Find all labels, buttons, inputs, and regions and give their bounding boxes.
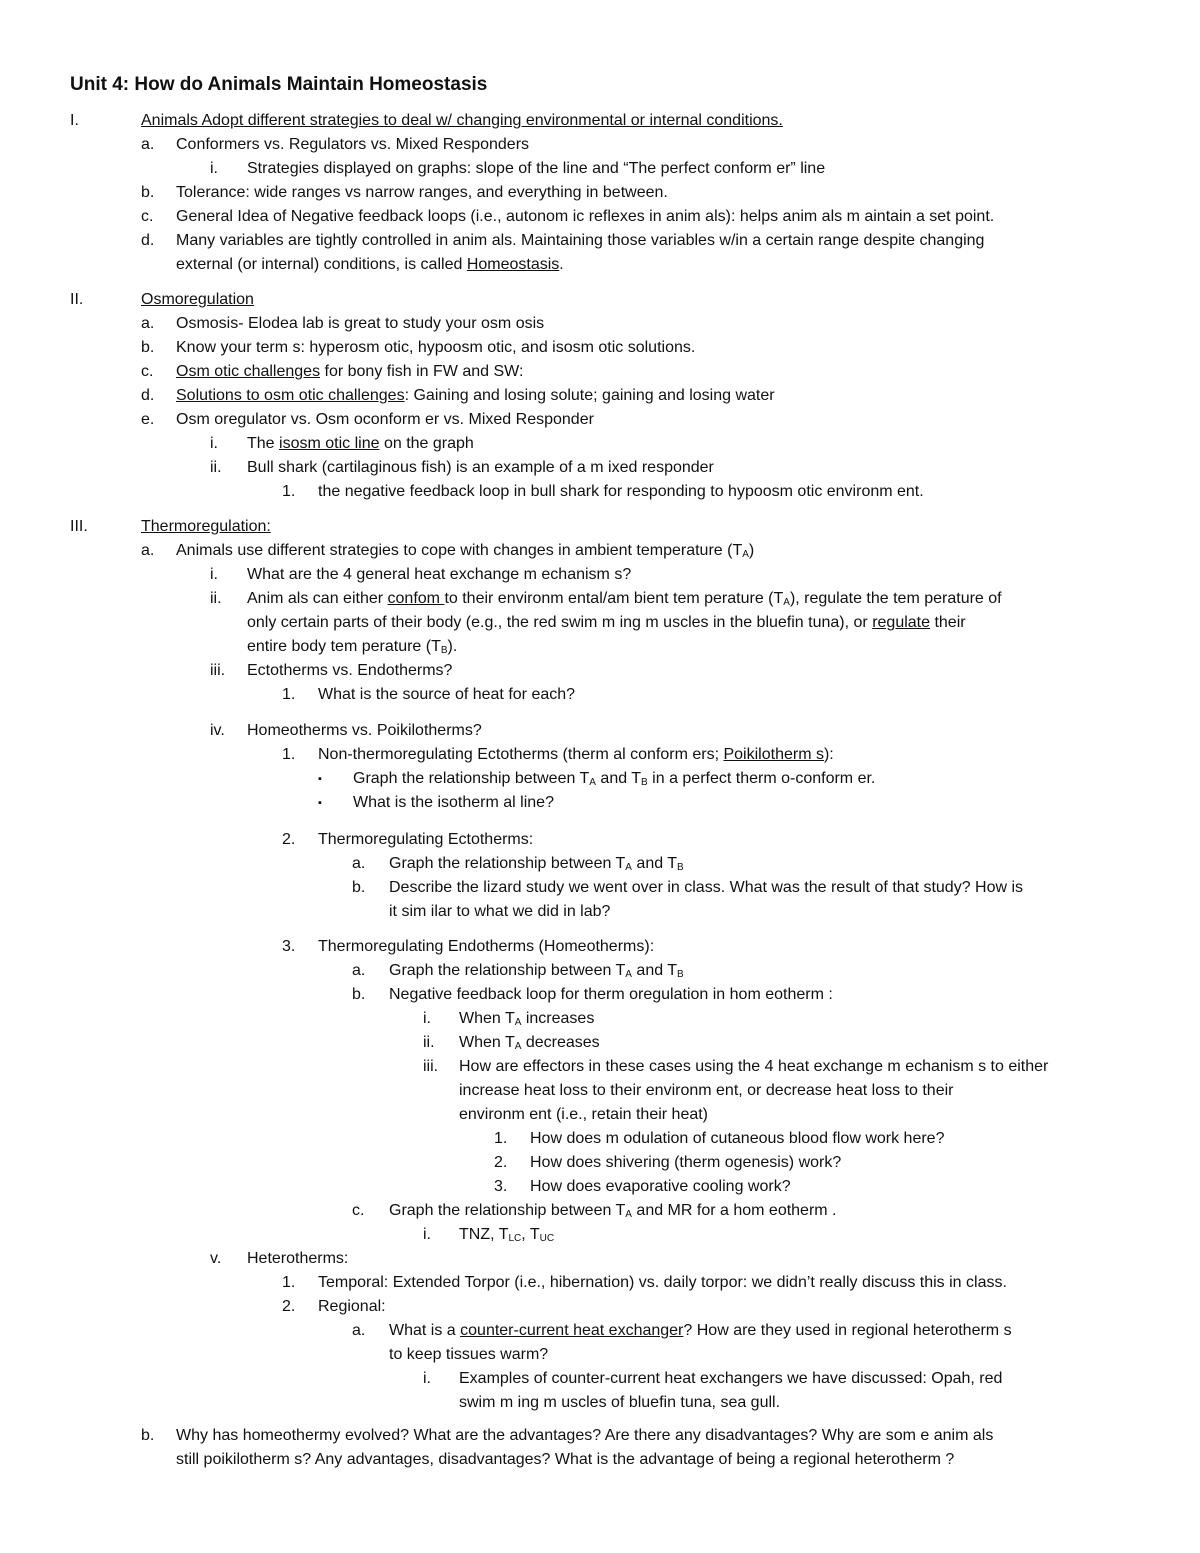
- line-text: When T: [459, 1010, 515, 1027]
- subscript-text: A: [742, 549, 749, 560]
- outline-line: [353, 768, 875, 794]
- subscript-text: A: [625, 862, 632, 873]
- list-marker: d.: [141, 232, 155, 249]
- line-text: Graph the relationship between T: [389, 855, 626, 872]
- outline-line: [459, 1056, 1048, 1078]
- outline-line: [389, 1200, 837, 1226]
- outline-line: [176, 313, 544, 335]
- line-text: ), regulate the tem perature of: [789, 590, 1002, 607]
- outline-line: [141, 110, 783, 132]
- subscript-text: A: [514, 1017, 522, 1028]
- list-marker: b.: [141, 184, 155, 201]
- list-marker: b.: [141, 1427, 155, 1444]
- line-text: and T: [631, 962, 678, 979]
- list-marker: 2.: [282, 831, 296, 848]
- underlined-text: Solutions to osm otic challenges: [176, 387, 405, 404]
- outline-line: [318, 1272, 1007, 1294]
- line-text: increases: [521, 1010, 595, 1027]
- list-marker: a.: [352, 962, 366, 979]
- line-text: Examples of counter-current heat exchangers we have discussed: Opah, red: [459, 1370, 1003, 1387]
- line-text: increase heat loss to their environm ent, or decrease heat loss to their: [459, 1082, 954, 1099]
- list-marker: c.: [352, 1202, 365, 1219]
- list-marker: 3.: [494, 1178, 508, 1195]
- underlined-text: regulate: [872, 614, 931, 631]
- line-text: Osm oregulator vs. Osm oconform er vs. Mixed Responder: [176, 411, 594, 428]
- list-marker: 2.: [494, 1154, 508, 1171]
- outline-line: [176, 230, 984, 252]
- outline-line: [530, 1152, 841, 1174]
- outline-line: [176, 409, 594, 431]
- subscript-text: LC: [508, 1233, 522, 1244]
- line-text: When T: [459, 1034, 515, 1051]
- subscript-text: B: [677, 969, 684, 980]
- line-text: How are effectors in these cases using the 4 heat exchange m echanism s to either: [459, 1058, 1049, 1075]
- line-text: their: [930, 614, 966, 631]
- list-marker: b.: [352, 986, 366, 1003]
- list-marker: ii.: [210, 459, 222, 476]
- outline-line: [459, 1032, 600, 1058]
- list-marker: a.: [352, 855, 366, 872]
- underlined-text: counter-current heat exchanger: [460, 1322, 684, 1339]
- line-text: Non-thermoregulating Ectotherms (therm al conform ers;: [318, 746, 724, 763]
- line-text: Graph the relationship between T: [389, 1202, 626, 1219]
- line-text: swim m ing m uscles of bluefin tuna, sea gull.: [459, 1394, 781, 1411]
- line-text: on the graph: [379, 435, 474, 452]
- line-text: environm ent (i.e., retain their heat): [459, 1106, 709, 1123]
- subscript-text: A: [625, 1209, 632, 1220]
- subscript-text: B: [641, 777, 648, 788]
- line-text: and T: [631, 855, 678, 872]
- list-marker: ii.: [423, 1034, 435, 1051]
- line-text: Know your term s: hyperosm otic, hypoosm otic, and isosm otic solutions.: [176, 339, 696, 356]
- line-text: : Gaining and losing solute; gaining and losing water: [404, 387, 775, 404]
- list-marker: 1.: [282, 1274, 296, 1291]
- line-text: ).: [447, 638, 458, 655]
- line-text: Strategies displayed on graphs: slope of the line and “The perfect conform er” line: [247, 160, 826, 177]
- outline-line: [353, 792, 554, 814]
- underlined-text: Thermoregulation:: [141, 518, 271, 535]
- outline-line: [176, 540, 754, 566]
- outline-line: [389, 960, 684, 986]
- list-marker: III.: [70, 518, 88, 535]
- list-marker: a.: [141, 542, 155, 559]
- line-text: ? How are they used in regional heterotherm s: [683, 1322, 1012, 1339]
- line-text: Heterotherms:: [247, 1250, 349, 1267]
- outline-line: [176, 337, 695, 359]
- outline-line: [247, 720, 482, 742]
- subscript-text: A: [589, 777, 596, 788]
- underlined-text: confom: [387, 590, 445, 607]
- outline-line: [389, 984, 833, 1006]
- line-text: it sim ilar to what we did in lab?: [389, 903, 611, 920]
- outline-line: [176, 1449, 954, 1471]
- underlined-text: Osmoregulation: [141, 291, 254, 308]
- list-marker: e.: [141, 411, 155, 428]
- list-marker: ▪: [318, 797, 322, 809]
- line-text: TNZ, T: [459, 1226, 509, 1243]
- page-title: Unit 4: How do Animals Maintain Homeostasis: [70, 74, 488, 95]
- line-text: ): [748, 542, 755, 559]
- list-marker: 1.: [494, 1130, 508, 1147]
- line-text: Describe the lizard study we went over in class. What was the result of that study? How is: [389, 879, 1024, 896]
- outline-line: [318, 829, 533, 851]
- outline-line: [176, 206, 994, 228]
- outline-line: [389, 901, 610, 923]
- line-text: How does shivering (therm ogenesis) work?: [530, 1154, 842, 1171]
- line-text: What are the 4 general heat exchange m echanism s?: [247, 566, 632, 583]
- list-marker: ii.: [210, 590, 222, 607]
- line-text: external (or internal) conditions, is called: [176, 256, 467, 273]
- outline-line: [176, 182, 668, 204]
- outline-line: [318, 481, 924, 503]
- subscript-text: B: [440, 645, 448, 656]
- outline-line: [389, 1320, 1012, 1342]
- list-marker: a.: [352, 1322, 366, 1339]
- underlined-text: Animals Adopt different strategies to deal w/ changing environmental or internal conditions.: [141, 112, 783, 129]
- line-text: Graph the relationship between T: [389, 962, 626, 979]
- outline-line: [247, 433, 474, 455]
- line-text: What is a: [389, 1322, 461, 1339]
- outline-line: [176, 385, 775, 407]
- outline-line: [459, 1368, 1002, 1390]
- line-text: What is the source of heat for each?: [318, 686, 576, 703]
- outline-line: [247, 158, 825, 180]
- outline-line: [389, 853, 684, 879]
- line-text: Regional:: [318, 1298, 386, 1315]
- line-text: The: [247, 435, 280, 452]
- line-text: in a perfect therm o-conform er.: [647, 770, 876, 787]
- line-text: General Idea of Negative feedback loops (i.e., autonom ic reflexes in anim als): helps anim als m aintain a set point.: [176, 208, 995, 225]
- list-marker: i.: [210, 566, 218, 583]
- list-marker: ▪: [318, 773, 322, 785]
- list-marker: iii.: [423, 1058, 439, 1075]
- underlined-text: Osm otic challenges: [176, 363, 321, 380]
- subscript-text: A: [514, 1041, 522, 1052]
- underlined-text: Poikilotherm s: [723, 746, 824, 763]
- list-marker: II.: [70, 291, 84, 308]
- outline-line: [459, 1104, 708, 1126]
- outline-line: [459, 1392, 780, 1414]
- line-text: Negative feedback loop for therm oregulation in hom eotherm :: [389, 986, 833, 1003]
- outline-line: [247, 564, 631, 586]
- line-text: Animals use different strategies to cope with changes in ambient temperature (T: [176, 542, 743, 559]
- list-marker: iii.: [210, 662, 226, 679]
- line-text: Osmosis- Elodea lab is great to study your osm osis: [176, 315, 545, 332]
- outline-line: [530, 1176, 791, 1198]
- underlined-text: Homeostasis: [466, 256, 560, 273]
- line-text: for bony fish in FW and SW:: [320, 363, 524, 380]
- outline-line: [459, 1080, 953, 1102]
- outline-line: [176, 1425, 993, 1447]
- outline-line: [176, 361, 523, 383]
- line-text: Thermoregulating Endotherms (Homeotherms):: [318, 938, 655, 955]
- outline-line: [247, 457, 714, 479]
- list-marker: a.: [141, 136, 155, 153]
- line-text: What is the isotherm al line?: [353, 794, 554, 811]
- subscript-text: A: [625, 969, 632, 980]
- line-text: only certain parts of their body (e.g., the red swim m ing m uscles in the bluefin tuna), or: [247, 614, 873, 631]
- list-marker: c.: [141, 363, 154, 380]
- list-marker: I.: [70, 112, 79, 129]
- outline-line: [247, 660, 452, 682]
- line-text: How does evaporative cooling work?: [530, 1178, 791, 1195]
- line-text: Thermoregulating Ectotherms:: [318, 831, 534, 848]
- line-text: Conformers vs. Regulators vs. Mixed Responders: [176, 136, 530, 153]
- line-text: Anim als can either: [247, 590, 388, 607]
- line-text: decreases: [521, 1034, 600, 1051]
- list-marker: i.: [423, 1370, 431, 1387]
- line-text: to their environm ental/am bient tem perature (T: [444, 590, 784, 607]
- underlined-text: isosm otic line: [279, 435, 380, 452]
- list-marker: b.: [352, 879, 366, 896]
- subscript-text: UC: [539, 1233, 555, 1244]
- subscript-text: B: [677, 862, 684, 873]
- line-text: Why has homeothermy evolved? What are the advantages? Are there any disadvantages? Why are som e anim als: [176, 1427, 994, 1444]
- line-text: still poikilotherm s? Any advantages, disadvantages? What is the advantage of being a regional heterotherm ?: [176, 1451, 955, 1468]
- list-marker: 2.: [282, 1298, 296, 1315]
- outline-line: [389, 1344, 548, 1366]
- outline-line: [318, 684, 575, 706]
- outline-line: [141, 516, 271, 538]
- list-marker: i.: [423, 1226, 431, 1243]
- list-marker: iv.: [210, 722, 225, 739]
- list-marker: i.: [210, 160, 218, 177]
- outline-line: [176, 254, 564, 276]
- line-text: Temporal: Extended Torpor (i.e., hibernation) vs. daily torpor: we didn’t really discuss this in class.: [318, 1274, 1007, 1291]
- line-text: How does m odulation of cutaneous blood flow work here?: [530, 1130, 945, 1147]
- outline-line: [389, 877, 1023, 899]
- line-text: Homeotherms vs. Poikilotherms?: [247, 722, 482, 739]
- list-marker: i.: [210, 435, 218, 452]
- list-marker: 1.: [282, 686, 296, 703]
- list-marker: 3.: [282, 938, 296, 955]
- line-text: , T: [521, 1226, 540, 1243]
- outline-line: [318, 936, 654, 958]
- line-text: Bull shark (cartilaginous fish) is an example of a m ixed responder: [247, 459, 714, 476]
- outline-line: [247, 636, 457, 662]
- outline-line: [459, 1224, 554, 1250]
- line-text: to keep tissues warm?: [389, 1346, 549, 1363]
- list-marker: v.: [210, 1250, 222, 1267]
- line-text: Tolerance: wide ranges vs narrow ranges, and everything in between.: [176, 184, 668, 201]
- outline-line: [176, 134, 529, 156]
- list-marker: b.: [141, 339, 155, 356]
- subscript-text: A: [783, 597, 790, 608]
- outline-line: [141, 289, 254, 311]
- outline-line: [247, 612, 966, 634]
- line-text: Graph the relationship between T: [353, 770, 590, 787]
- outline-line: [247, 588, 1002, 614]
- line-text: and MR for a hom eotherm .: [631, 1202, 837, 1219]
- line-text: the negative feedback loop in bull shark for responding to hypoosm otic environm ent.: [318, 483, 924, 500]
- line-text: .: [559, 256, 564, 273]
- line-text: Many variables are tightly controlled in anim als. Maintaining those variables w/in a certain range despite changing: [176, 232, 985, 249]
- list-marker: d.: [141, 387, 155, 404]
- outline-line: [530, 1128, 944, 1150]
- outline-line: [459, 1008, 594, 1034]
- list-marker: a.: [141, 315, 155, 332]
- list-marker: 1.: [282, 483, 296, 500]
- list-marker: c.: [141, 208, 154, 225]
- outline-line: [318, 1296, 386, 1318]
- list-marker: i.: [423, 1010, 431, 1027]
- line-text: ):: [823, 746, 834, 763]
- list-marker: 1.: [282, 746, 296, 763]
- line-text: entire body tem perature (T: [247, 638, 441, 655]
- line-text: Ectotherms vs. Endotherms?: [247, 662, 453, 679]
- outline-line: [247, 1248, 348, 1270]
- outline-line: [318, 744, 834, 766]
- line-text: and T: [595, 770, 642, 787]
